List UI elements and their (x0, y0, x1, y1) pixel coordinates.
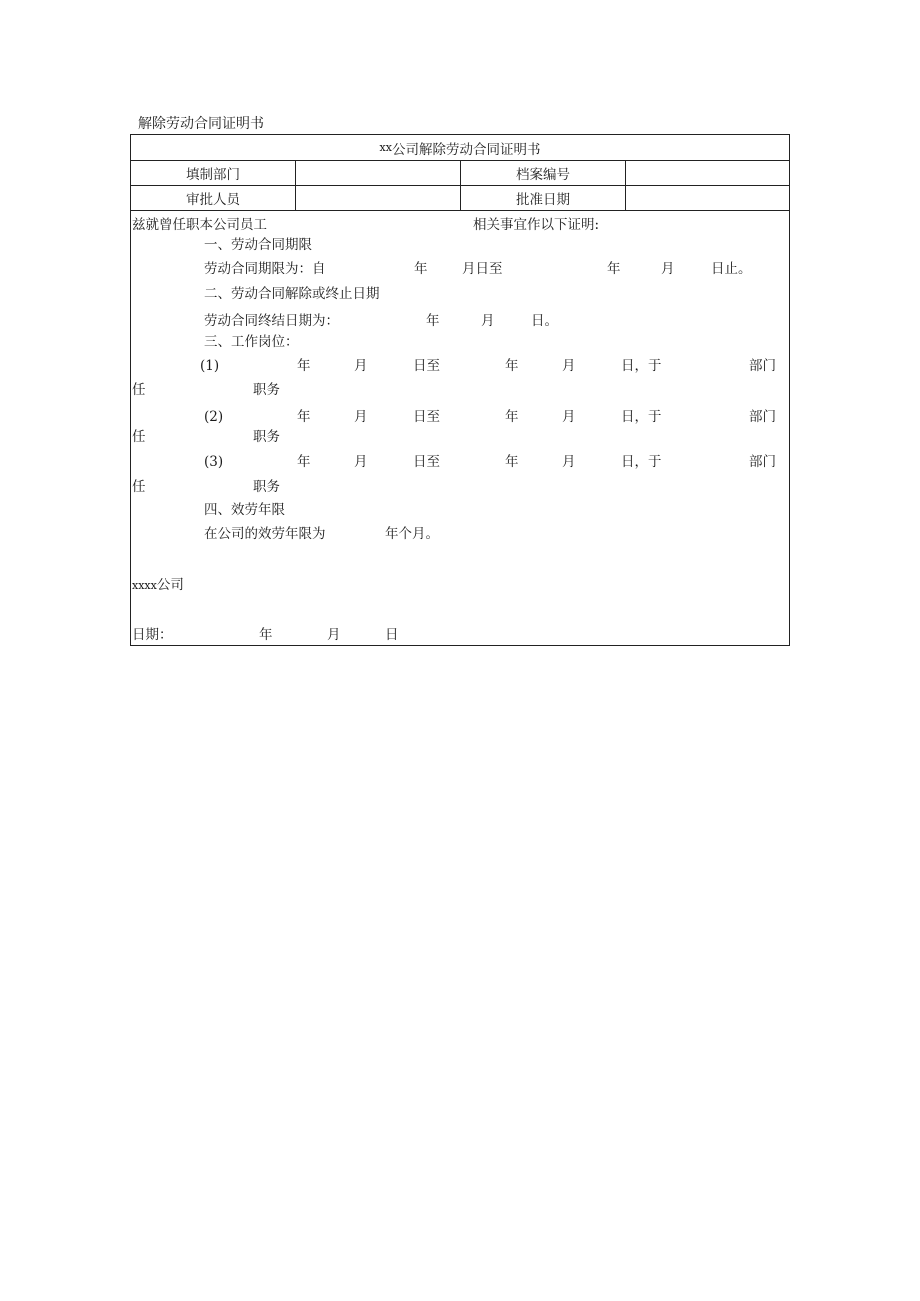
position-entry-2-index: (2) (204, 409, 224, 425)
position-entry-2-duty: 职务 (253, 429, 280, 445)
form-title-text: 公司解除劳动合同证明书 (391, 141, 541, 158)
label-file-number: 档案编号 (516, 167, 570, 183)
section2-year: 年 (426, 313, 440, 329)
position-entry-2-month: 月 (354, 409, 368, 425)
position-entry-1-year2: 年 (505, 358, 519, 374)
section4-title: 四、效劳年限 (204, 502, 285, 518)
label-approval-date: 批准日期 (516, 192, 570, 208)
form-title-prefix: xx (379, 141, 392, 154)
company-prefix: xxxx (132, 579, 157, 592)
position-entry-2-dept: 部门 (749, 409, 776, 425)
approver-field[interactable] (296, 186, 460, 210)
position-entry-1-month: 月 (354, 358, 368, 374)
section1-year: 年 (414, 261, 428, 277)
section2-day: 日。 (531, 313, 558, 329)
position-entry-3-duty: 职务 (253, 479, 280, 495)
position-entry-1-ren: 任 (132, 382, 146, 398)
termination-certificate-form (130, 134, 790, 646)
position-entry-2-day-at: 日，于 (621, 409, 662, 425)
date-day: 日 (385, 627, 399, 643)
position-entry-1-day-to: 日至 (413, 358, 440, 374)
company-name (132, 576, 184, 595)
date-year: 年 (259, 627, 273, 643)
file-number-field[interactable] (626, 161, 789, 185)
position-entry-3-month2: 月 (562, 454, 576, 470)
section2-month: 月 (481, 313, 495, 329)
position-entry-2-ren: 任 (132, 429, 146, 445)
position-entry-1-day-at: 日，于 (621, 358, 662, 374)
section1-title: 一、劳动合同期限 (204, 237, 312, 253)
form-title (131, 135, 789, 160)
filling-department-field[interactable] (296, 161, 460, 185)
position-entry-1-year: 年 (297, 358, 311, 374)
position-entry-3-dept: 部门 (749, 454, 776, 470)
position-entry-2-day-to: 日至 (413, 409, 440, 425)
page-heading: 解除劳动合同证明书 (138, 116, 264, 132)
section4-line-b: 年个月。 (385, 526, 439, 542)
position-entry-1-duty: 职务 (253, 382, 280, 398)
section4-line-a: 在公司的效劳年限为 (204, 526, 326, 542)
intro-left: 兹就曾任职本公司员工 (132, 217, 267, 233)
position-entry-2-month2: 月 (562, 409, 576, 425)
section1-month-day-to: 月日至 (462, 261, 503, 277)
date-label: 日期： (132, 627, 173, 643)
company-text: 公司 (156, 577, 184, 593)
intro-right: 相关事宜作以下证明: (473, 217, 600, 233)
section2-title: 二、劳动合同解除或终止日期 (204, 286, 380, 302)
section1-month2: 月 (661, 261, 675, 277)
position-entry-2-year2: 年 (505, 409, 519, 425)
section3-title: 三、工作岗位： (204, 334, 299, 350)
position-entry-3-ren: 任 (132, 479, 146, 495)
position-entry-3-year2: 年 (505, 454, 519, 470)
section1-year2: 年 (607, 261, 621, 277)
position-entry-1-month2: 月 (562, 358, 576, 374)
section1-label: 劳动合同期限为：自 (204, 261, 326, 277)
position-entry-3-month: 月 (354, 454, 368, 470)
position-entry-3-year: 年 (297, 454, 311, 470)
position-entry-1-dept: 部门 (749, 358, 776, 374)
section2-label: 劳动合同终结日期为： (204, 313, 339, 329)
label-approver: 审批人员 (186, 192, 240, 208)
date-month: 月 (327, 627, 341, 643)
position-entry-1-index: (1) (200, 358, 220, 374)
label-filling-department: 填制部门 (186, 167, 240, 183)
approval-date-field[interactable] (626, 186, 789, 210)
divider (131, 210, 789, 211)
position-entry-3-day-to: 日至 (413, 454, 440, 470)
position-entry-3-day-at: 日，于 (621, 454, 662, 470)
position-entry-3-index: (3) (204, 454, 224, 470)
section1-day-end: 日止。 (711, 261, 752, 277)
position-entry-2-year: 年 (297, 409, 311, 425)
